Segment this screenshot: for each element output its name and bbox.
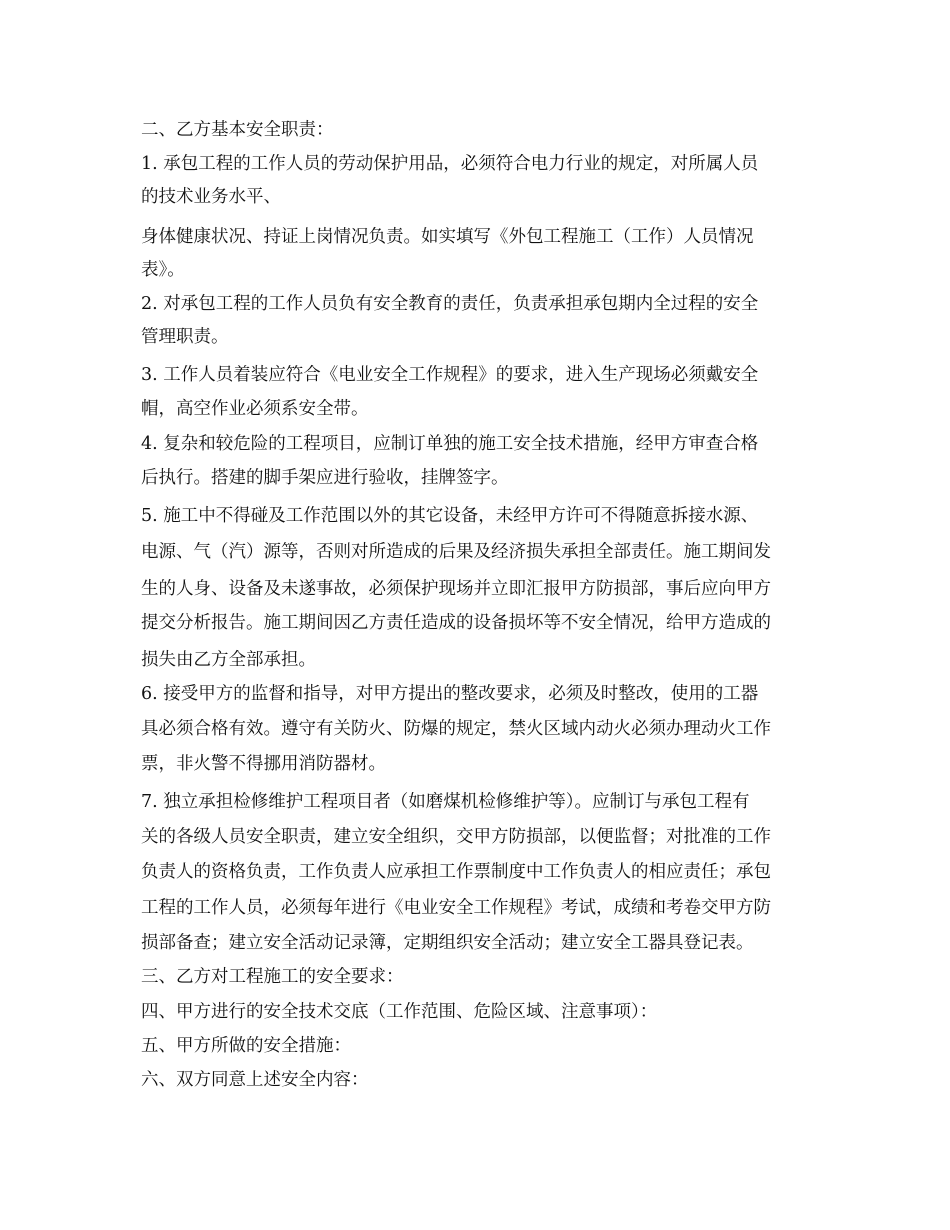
paragraph-line: 表》。 bbox=[141, 260, 185, 280]
paragraph-line: 4. 复杂和较危险的工程项目，应制订单独的施工安全技术措施，经甲方审查合格 bbox=[141, 434, 759, 454]
paragraph-line: 1. 承包工程的工作人员的劳动保护用品，必须符合电力行业的规定，对所属人员 bbox=[141, 154, 759, 174]
section-heading-3: 三、乙方对工程施工的安全要求： bbox=[141, 967, 404, 987]
section-heading-6: 六、双方同意上述安全内容： bbox=[141, 1070, 369, 1090]
paragraph-line: 7. 独立承担检修维护工程项目者（如磨煤机检修维护等）。应制订与承包工程有 bbox=[141, 792, 750, 812]
paragraph-line: 帽，高空作业必须系安全带。 bbox=[141, 399, 369, 419]
paragraph-line: 生的人身、设备及未遂事故，必须保护现场并立即汇报甲方防损部，事后应向甲方 bbox=[141, 579, 771, 599]
paragraph-line: 工程的工作人员，必须每年进行《电业安全工作规程》考试，成绩和考卷交甲方防 bbox=[141, 898, 771, 918]
section-heading-5: 五、甲方所做的安全措施： bbox=[141, 1036, 351, 1056]
paragraph-line: 管理职责。 bbox=[141, 327, 229, 347]
paragraph-line: 票，非火警不得挪用消防器材。 bbox=[141, 754, 386, 774]
paragraph-line: 关的各级人员安全职责，建立安全组织，交甲方防损部，以便监督；对批准的工作 bbox=[141, 827, 771, 847]
section-heading-2: 二、乙方基本安全职责： bbox=[141, 120, 334, 140]
section-heading-4: 四、甲方进行的安全技术交底（工作范围、危险区域、注意事项）： bbox=[141, 1002, 658, 1022]
paragraph-line: 电源、气（汽）源等，否则对所造成的后果及经济损失承担全部责任。施工期间发 bbox=[141, 542, 771, 562]
paragraph-line: 后执行。搭建的脚手架应进行验收，挂牌签字。 bbox=[141, 468, 509, 488]
paragraph-line: 损失由乙方全部承担。 bbox=[141, 650, 316, 670]
paragraph-line: 负责人的资格负责，工作负责人应承担工作票制度中工作负责人的相应责任；承包 bbox=[141, 862, 771, 882]
paragraph-line: 3. 工作人员着装应符合《电业安全工作规程》的要求，进入生产现场必须戴安全 bbox=[141, 365, 759, 385]
paragraph-line: 损部备查；建立安全活动记录簿，定期组织安全活动；建立安全工器具登记表。 bbox=[141, 933, 754, 953]
paragraph-line: 2. 对承包工程的工作人员负有安全教育的责任，负责承担承包期内全过程的安全 bbox=[141, 294, 759, 314]
paragraph-line: 身体健康状况、持证上岗情况负责。如实填写《外包工程施工（工作）人员情况 bbox=[141, 227, 754, 247]
paragraph-line: 提交分析报告。施工期间因乙方责任造成的设备损坏等不安全情况，给甲方造成的 bbox=[141, 613, 771, 633]
paragraph-line: 6. 接受甲方的监督和指导，对甲方提出的整改要求，必须及时整改，使用的工器 bbox=[141, 684, 759, 704]
paragraph-line: 具必须合格有效。遵守有关防火、防爆的规定，禁火区域内动火必须办理动火工作 bbox=[141, 719, 771, 739]
paragraph-line: 5. 施工中不得碰及工作范围以外的其它设备，未经甲方许可不得随意拆接水源、 bbox=[141, 506, 759, 526]
paragraph-line: 的技术业务水平、 bbox=[141, 187, 281, 207]
